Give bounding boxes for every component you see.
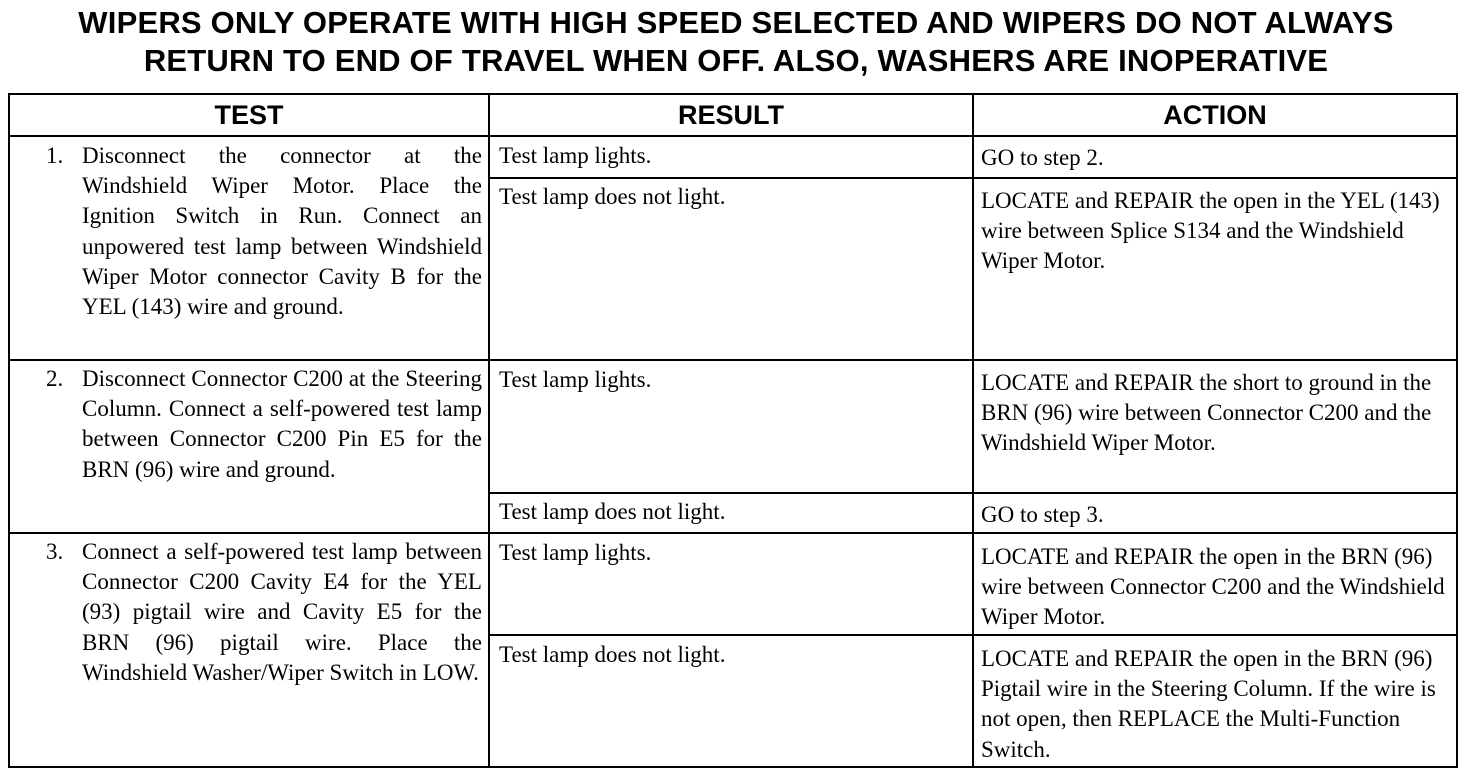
column-divider-result-action — [972, 95, 974, 766]
step-1-action-1: GO to step 2. — [981, 145, 1104, 170]
step-2-action-2: GO to step 3. — [981, 502, 1104, 527]
step-1-number: 1. — [46, 143, 64, 168]
step-divider-2 — [10, 532, 1456, 534]
step-3-test — [10, 537, 482, 688]
title-line-2: RETURN TO END OF TRAVEL WHEN OFF. ALSO, WASHERS ARE INOPERATIVE — [143, 43, 1329, 78]
step-2-number: 2. — [46, 366, 64, 391]
step-2-test-text: Disconnect Connector C200 at the Steering Column. Connect a self-powered test lamp between Connector C200 Pin E5 for the BRN (96) wire and ground. — [82, 366, 482, 482]
step-2-result-1: Test lamp lights. — [499, 367, 652, 392]
header-divider — [10, 135, 1456, 137]
outcome-divider-2 — [488, 492, 1456, 494]
step-3-number: 3. — [46, 539, 64, 564]
step-2-test — [10, 364, 482, 485]
diagnostic-table — [8, 93, 1458, 768]
step-1-result-1: Test lamp lights. — [499, 143, 652, 168]
outcome-divider-1 — [488, 177, 1456, 179]
outcome-divider-3 — [488, 634, 1456, 636]
column-divider-test-result — [488, 95, 490, 766]
step-2-result-2: Test lamp does not light. — [499, 499, 726, 524]
header-test: TEST — [214, 100, 284, 130]
step-3-test-text: Connect a self-powered test lamp between Connector C200 Cavity E4 for the YEL (93) pigtail wire and Cavity E5 for the BRN (96) pigtail wire. Place the Windshield Washer/Wiper Switch in LOW. — [82, 539, 482, 685]
header-result: RESULT — [678, 100, 784, 130]
title-line-1: WIPERS ONLY OPERATE WITH HIGH SPEED SELECTED AND WIPERS DO NOT ALWAYS — [78, 5, 1394, 40]
step-3-result-1: Test lamp lights. — [499, 540, 652, 565]
step-2-action-1: LOCATE and REPAIR the short to ground in the BRN (96) wire between Connector C200 and the Windshield Wiper Motor. — [981, 370, 1432, 456]
step-1-test — [10, 141, 482, 322]
step-1-result-2: Test lamp does not light. — [499, 184, 726, 209]
step-3-action-1: LOCATE and REPAIR the open in the BRN (96) wire between Connector C200 and the Windshield Wiper Motor. — [981, 544, 1445, 630]
page-title — [0, 4, 1472, 80]
step-divider-1 — [10, 359, 1456, 361]
header-action: ACTION — [1163, 100, 1267, 130]
step-1-action-2: LOCATE and REPAIR the open in the YEL (143) wire between Splice S134 and the Windshield Wiper Motor. — [981, 188, 1440, 274]
step-3-action-2: LOCATE and REPAIR the open in the BRN (96) Pigtail wire in the Steering Column. If the wire is not open, then REPLACE the Multi-Function Switch. — [981, 646, 1436, 762]
step-3-result-2: Test lamp does not light. — [499, 642, 726, 667]
step-1-test-text: Disconnect the connector at the Windshield Wiper Motor. Place the Ignition Switch in Run. Connect an unpowered test lamp between Windshield Wiper Motor connector Cavity B for the YEL (143) wire and ground. — [82, 143, 482, 320]
